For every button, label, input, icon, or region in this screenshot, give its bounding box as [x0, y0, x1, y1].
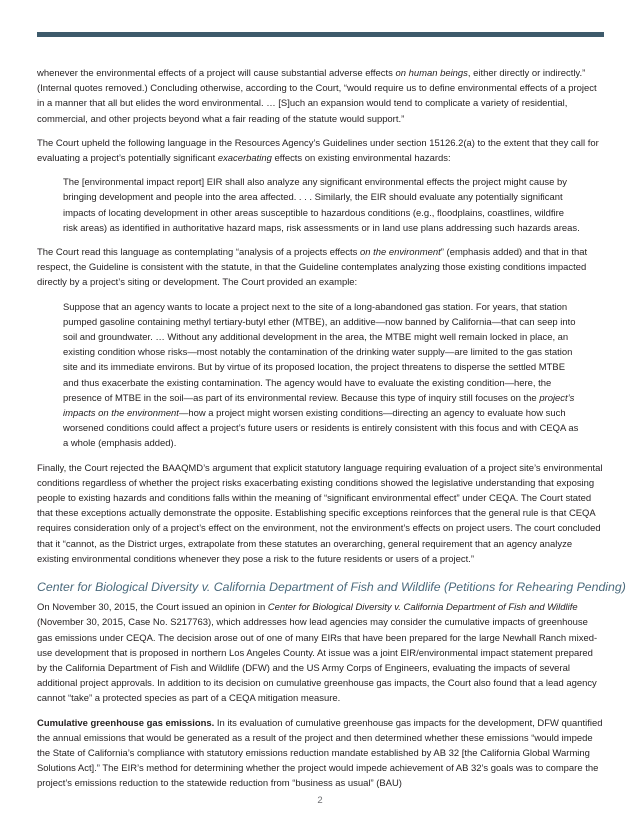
page-number: 2: [317, 795, 323, 806]
section-heading: Center for Biological Diversity v. California Department of Fish and Wildlife (Petitions for Rehearing Pending): [37, 580, 626, 595]
paragraph-6: Cumulative greenhouse gas emissions. In its evaluation of cumulative greenhouse gas impacts for the development, DFW quantified the annual emissions that would be generated as a result of the project and then determined whether these emissions “would impede the State of California’s compliance with statutory emissions reduction mandate established by AB 32 [the California Global Warming Solutions Act].” The EIR’s method for determining whether the project would impede achievement of AB 32’s goals was to compare the project’s emissions reduction to the statewide reduction from “business as usual” (BAU): [37, 717, 603, 790]
block-quote-guidelines: The [environmental impact report] EIR shall also analyze any significant environmental effects the project might cause by bringing development and people into the area affected. . . . Similarly, the EIR should evaluate any potentially significant impacts of locating development in other areas susceptible to hazardous conditions (e.g., floodplains, coastlines, wildfire risk areas) as identified in authoritative hazard maps, risk assessments or in land use plans addressing such hazards areas.: [63, 177, 580, 234]
paragraph-2: The Court upheld the following language in the Resources Agency’s Guidelines under section 15126.2(a) to the extent that they call for evaluating a project’s potentially significant exacerbating effects on existing environmental hazards:: [37, 137, 599, 165]
paragraph-1: whenever the environmental effects of a project will cause substantial adverse effects on human beings, either directly or indirectly.” (Internal quotes removed.) Concluding otherwise, according to the Court, “would require us to define environmental effects of a project in a manner that all but elides the word environmental. … [S]uch an expansion would tend to complicate a variety of residential, commercial, and other projects beyond what a fair reading of the statute would support.”: [37, 68, 597, 125]
block-quote-mtbe-example: Suppose that an agency wants to locate a project next to the site of a long-abandoned gas station. For years, that station pumped gasoline containing methyl tertiary-butyl ether (MTBE), an additive—now banned by California—that can seep into soil and groundwater. … Without any additional development in the area, the MTBE might well remain locked in place, an existing condition whose risks—most notably the contamination of the drinking water supply—are limited to the gas station site and its immediate environs. But by virtue of its proposed location, the project threatens to disperse the settled MTBE and thus exacerbate the existing contamination. The agency would have to evaluate the existing condition—here, the presence of MTBE in the soil—as part of its environmental review. Because this type of inquiry still focuses on the project’s impacts on the environment—how a project might worsen existing conditions—directing an agency to evaluate how such worsened conditions could affect a project’s future users or residents is entirely consistent with this focus and with CEQA as a whole (emphasis added).: [63, 301, 579, 450]
header-rule: [37, 32, 604, 37]
paragraph-3: The Court read this language as contemplating “analysis of a projects effects on the environment” (emphasis added) and that in that respect, the Guideline is consistent with the statute, in that the Guideline contemplates analyzing those existing conditions impacted directly by a project’s siting or development. The Court provided an example:: [37, 247, 588, 289]
paragraph-4: Finally, the Court rejected the BAAQMD’s argument that explicit statutory language requiring evaluation of a project site’s environmental conditions regardless of whether the project risks exacerbating existing conditions showed the legislative understanding that exposing people to existing hazards and conditions falls within the meaning of “significant environmental effect” under CEQA. The Court stated that these exceptions actually demonstrate the opposite. Establishing specific exceptions reinforces that the general rule is that CEQA requires consideration only of a project’s effect on the environment, not the environment’s effects on project users. The court concluded that it “cannot, as the District urges, extrapolate from these statutes an overarching, general requirement that an agency analyze existing environmental conditions whenever they pose a risk to the future residents or users of a project.”: [37, 462, 603, 565]
paragraph-5: On November 30, 2015, the Court issued an opinion in Center for Biological Diversity v. California Department of Fish and Wildlife (November 30, 2015, Case No. S217763), which addresses how lead agencies may consider the cumulative impacts of greenhouse gas emissions under CEQA. The decision arose out of one of many EIRs that have been prepared for the large Newhall Ranch mixed-use development that is proposed in northern Los Angeles County. At issue was a joint EIR/environmental impact statement prepared by the California Department of Fish and Wildlife (DFW) and the US Army Corps of Engineers, evaluating the impacts of several additional project approvals. In addition to its decision on cumulative greenhouse gas impacts, the Court also found that a lead agency cannot “take” a protected species as part of a CEQA mitigation measure.: [37, 602, 598, 705]
page-body: [37, 66, 626, 792]
